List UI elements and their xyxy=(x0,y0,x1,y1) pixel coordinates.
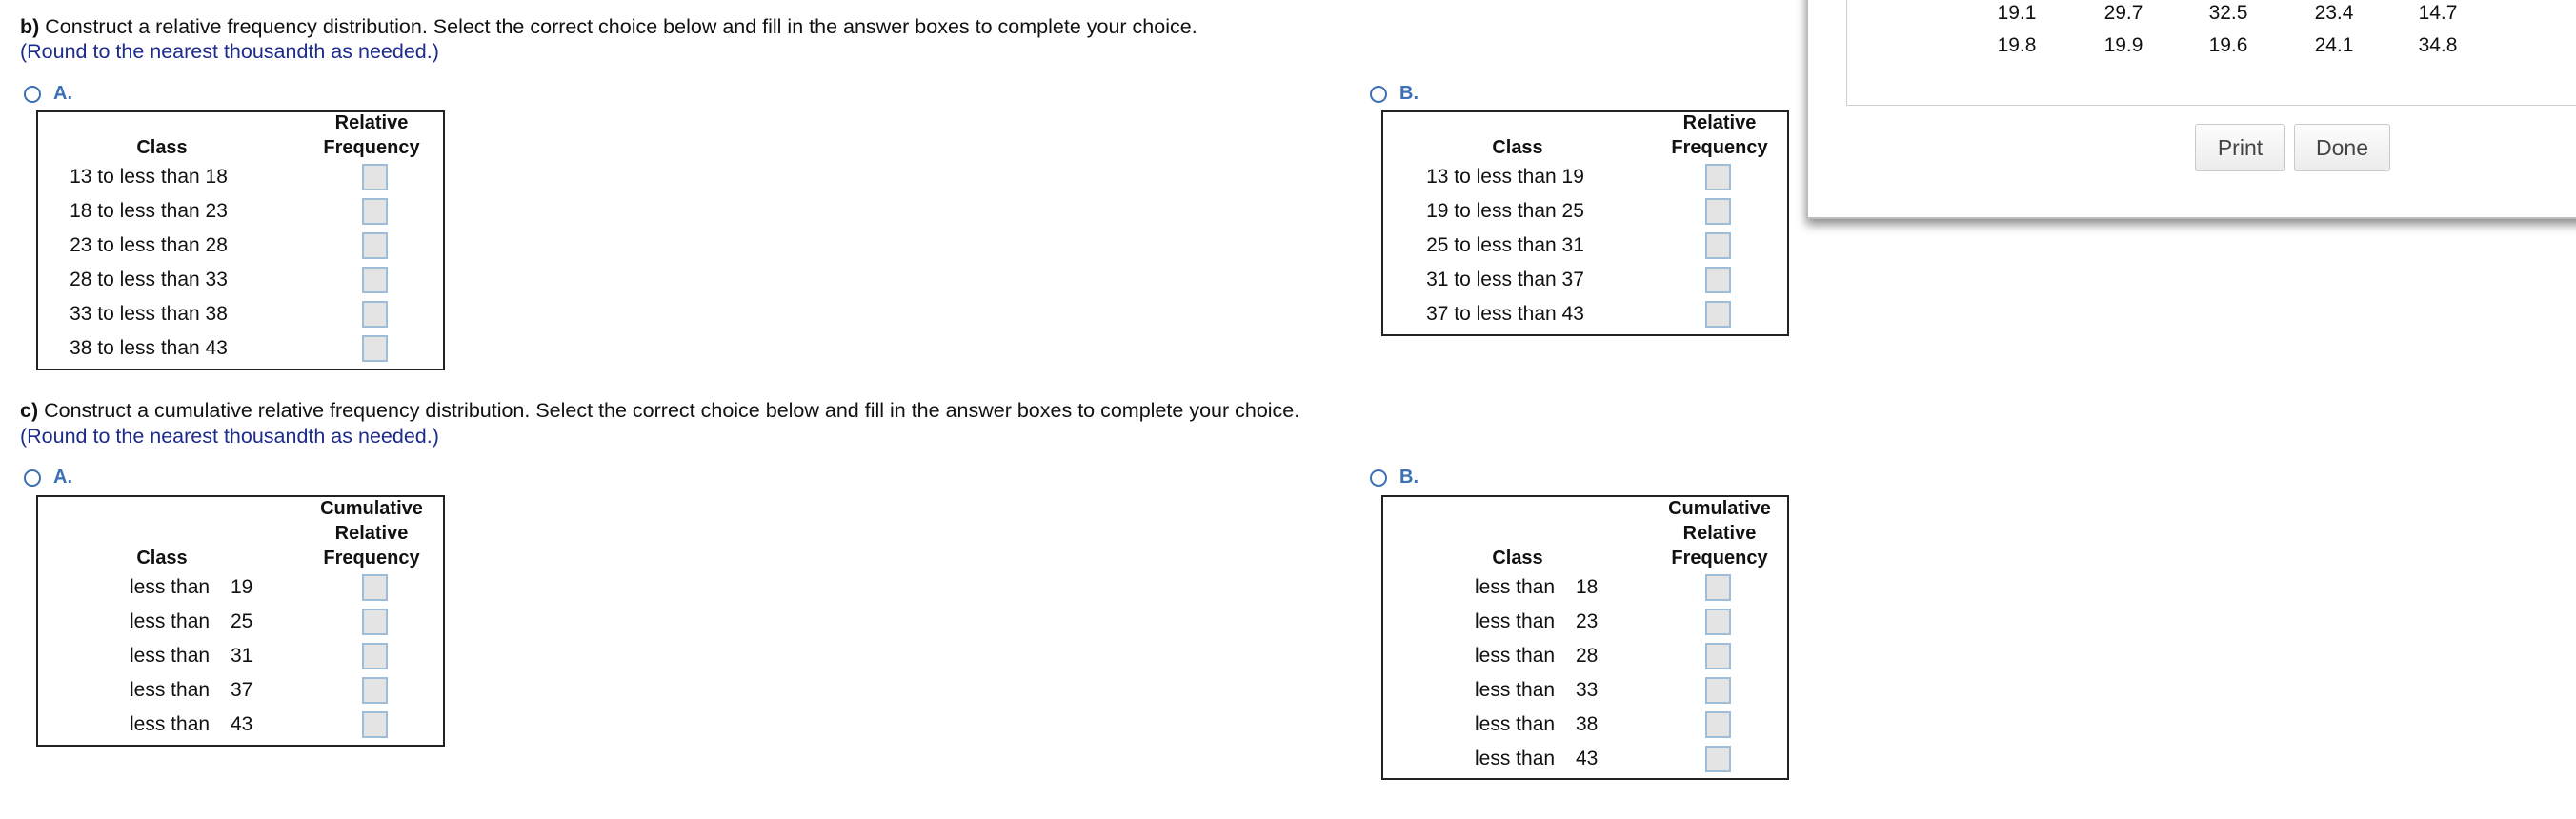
class-label-prefix: less than xyxy=(130,713,211,735)
part-b-option-b-table xyxy=(1381,110,1789,336)
part-c-label: c) xyxy=(20,399,39,422)
class-label-prefix: less than xyxy=(130,679,211,701)
header-relative: Relative xyxy=(1682,523,1757,544)
answer-box[interactable] xyxy=(362,164,388,190)
part-c-prompt xyxy=(20,398,1299,423)
class-label-value: 31 xyxy=(231,645,253,667)
class-label-value: 38 xyxy=(1576,713,1599,735)
data-cell: 19.8 xyxy=(1997,34,2037,56)
data-cell: 24.1 xyxy=(2314,34,2354,56)
header-frequency: Frequency xyxy=(1671,137,1768,158)
class-label-value: 18 xyxy=(1576,576,1599,598)
print-button[interactable]: Print xyxy=(2195,124,2285,171)
part-b-option-a-table xyxy=(36,110,445,370)
answer-box[interactable] xyxy=(362,267,388,293)
class-label: 33 to less than 38 xyxy=(70,303,228,325)
option-letter: B. xyxy=(1399,467,1419,488)
answer-box[interactable] xyxy=(1705,301,1731,328)
class-label-prefix: less than xyxy=(1475,645,1556,667)
answer-box[interactable] xyxy=(1705,643,1731,669)
answer-box[interactable] xyxy=(1705,574,1731,601)
class-label: 37 to less than 43 xyxy=(1426,303,1584,325)
header-frequency: Frequency xyxy=(1671,548,1768,569)
radio-button[interactable] xyxy=(1370,86,1387,103)
data-cell: 19.6 xyxy=(2208,34,2248,56)
header-class: Class xyxy=(136,137,188,158)
done-button[interactable]: Done xyxy=(2294,124,2390,171)
answer-box[interactable] xyxy=(1705,267,1731,293)
option-letter: B. xyxy=(1399,83,1419,104)
option-letter: A. xyxy=(53,467,72,488)
answer-box[interactable] xyxy=(362,232,388,259)
class-label-value: 28 xyxy=(1576,645,1599,667)
header-relative: Relative xyxy=(334,523,409,544)
class-label-prefix: less than xyxy=(130,576,211,598)
class-label: 28 to less than 33 xyxy=(70,269,228,290)
part-b-round-note: (Round to the nearest thousandth as needed.) xyxy=(20,40,439,63)
class-label: 19 to less than 25 xyxy=(1426,200,1584,222)
answer-box[interactable] xyxy=(1705,711,1731,738)
data-cell: 14.7 xyxy=(2418,2,2458,24)
class-label-value: 33 xyxy=(1576,679,1599,701)
answer-box[interactable] xyxy=(1705,609,1731,635)
part-b-prompt-text: Construct a relative frequency distribution. Select the correct choice below and fill in the answer boxes to complete your choice. xyxy=(39,15,1197,38)
header-cumulative: Cumulative xyxy=(320,498,423,519)
header-cumulative: Cumulative xyxy=(1668,498,1771,519)
answer-box[interactable] xyxy=(1705,746,1731,772)
header-class: Class xyxy=(136,548,188,569)
option-letter: A. xyxy=(53,83,72,104)
answer-box[interactable] xyxy=(362,335,388,362)
class-label-prefix: less than xyxy=(130,645,211,667)
data-cell: 23.4 xyxy=(2314,2,2354,24)
header-class: Class xyxy=(1492,137,1543,158)
answer-box[interactable] xyxy=(1705,677,1731,704)
answer-box[interactable] xyxy=(1705,232,1731,259)
answer-box[interactable] xyxy=(362,677,388,704)
part-b-label: b) xyxy=(20,15,40,38)
data-cell: 29.7 xyxy=(2103,2,2143,24)
data-table-popup xyxy=(1806,0,2576,219)
header-relative: Relative xyxy=(334,112,409,133)
answer-box[interactable] xyxy=(1705,198,1731,225)
class-label-value: 19 xyxy=(231,576,253,598)
class-label-prefix: less than xyxy=(1475,679,1556,701)
class-label: 13 to less than 19 xyxy=(1426,166,1584,188)
class-label: 38 to less than 43 xyxy=(70,337,228,359)
class-label: 13 to less than 18 xyxy=(70,166,228,188)
class-label-value: 25 xyxy=(231,610,253,632)
class-label-prefix: less than xyxy=(1475,713,1556,735)
part-b-option-b[interactable] xyxy=(1370,83,1419,105)
class-label: 23 to less than 28 xyxy=(70,234,228,256)
class-label-prefix: less than xyxy=(1475,576,1556,598)
header-class: Class xyxy=(1492,548,1543,569)
class-label-value: 43 xyxy=(231,713,253,735)
part-b-option-a[interactable] xyxy=(24,83,72,105)
data-table xyxy=(1846,0,2576,106)
answer-box[interactable] xyxy=(362,198,388,225)
class-label-value: 23 xyxy=(1576,610,1599,632)
part-c-option-b-table xyxy=(1381,495,1789,780)
part-c-prompt-text: Construct a cumulative relative frequency distribution. Select the correct choice below and fill in the answer boxes to complete your choice. xyxy=(38,399,1300,422)
class-label: 25 to less than 31 xyxy=(1426,234,1584,256)
class-label-value: 43 xyxy=(1576,748,1599,769)
part-c-option-b[interactable] xyxy=(1370,467,1419,489)
radio-button[interactable] xyxy=(1370,469,1387,487)
part-c-option-a[interactable] xyxy=(24,467,72,489)
answer-box[interactable] xyxy=(362,609,388,635)
part-c-round-note: (Round to the nearest thousandth as needed.) xyxy=(20,425,439,448)
data-cell: 32.5 xyxy=(2208,2,2248,24)
class-label-value: 37 xyxy=(231,679,253,701)
class-label-prefix: less than xyxy=(130,610,211,632)
answer-box[interactable] xyxy=(362,643,388,669)
radio-button[interactable] xyxy=(24,469,41,487)
class-label: 31 to less than 37 xyxy=(1426,269,1584,290)
answer-box[interactable] xyxy=(1705,164,1731,190)
class-label-prefix: less than xyxy=(1475,748,1556,769)
answer-box[interactable] xyxy=(362,711,388,738)
data-cell: 19.9 xyxy=(2103,34,2143,56)
part-b-prompt xyxy=(20,14,1197,39)
class-label-prefix: less than xyxy=(1475,610,1556,632)
header-relative: Relative xyxy=(1682,112,1757,133)
radio-button[interactable] xyxy=(24,86,41,103)
answer-box[interactable] xyxy=(362,574,388,601)
class-label: 18 to less than 23 xyxy=(70,200,228,222)
data-cell: 34.8 xyxy=(2418,34,2458,56)
part-c-option-a-table xyxy=(36,495,445,747)
header-frequency: Frequency xyxy=(323,548,420,569)
answer-box[interactable] xyxy=(362,301,388,328)
header-frequency: Frequency xyxy=(323,137,420,158)
data-cell: 19.1 xyxy=(1997,2,2037,24)
